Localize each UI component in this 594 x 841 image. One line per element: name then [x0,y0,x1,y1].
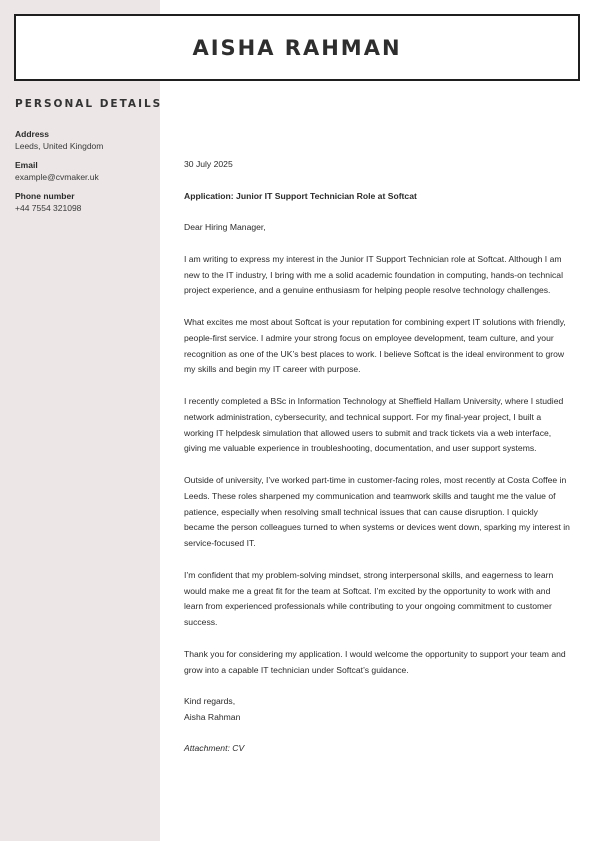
letter-paragraph: Outside of university, I’ve worked part-time in customer-facing roles, most recently at Costa Coffee in Leeds. These roles sharpened my communication and teamwork skills and taught me the value of patience, especially when resolving small technical issues that can cause disruption. I quickly became the person colleagues turned to when systems or devices went down, sparking my interest in service-focused IT. [184,474,570,549]
applicant-name: AISHA RAHMAN [192,35,402,60]
address-label: Address [15,129,50,139]
letter-signature: Aisha Rahman [184,711,241,722]
letter-closing: Kind regards, [184,696,236,707]
letter-paragraph: I’m confident that my problem-solving mindset, strong interpersonal skills, and eagerness to learn would make me a great fit for the team at Softcat. I’m excited by the opportunity to work with and learn from experienced professionals while contributing to your ongoing commitment to customer success. [184,569,554,628]
phone-item [15,190,155,214]
letter-paragraph: I recently completed a BSc in Information Technology at Sheffield Hallam University, where I studied network administration, cybersecurity, and technical support. For my final-year project, I built a working IT helpdesk simulation that allowed users to submit and track tickets via a web interface, giving me valuable experience in troubleshooting, documentation, and user support systems. [184,395,564,454]
letter-date: 30 July 2025 [184,159,233,169]
phone-value: +44 7554 321098 [15,203,82,213]
email-value: example@cvmaker.uk [15,172,99,182]
address-item [15,128,155,152]
letter-paragraph: What excites me most about Softcat is your reputation for combining expert IT solutions with friendly, people-first service. I admire your strong focus on employee development, team culture, and your recognition as one of the UK’s best places to work. I believe Softcat is the ideal environment to grow my skills and begin my IT career with purpose. [184,316,566,375]
letter-subject: Application: Junior IT Support Technician Role at Softcat [184,190,417,201]
personal-details-heading: PERSONAL DETAILS [15,98,163,110]
sidebar [0,0,163,841]
letter-salutation: Dear Hiring Manager, [184,222,266,233]
letter-attachment: Attachment: CV [184,743,245,754]
email-item [15,159,155,183]
letter-paragraph: Thank you for considering my application. I would welcome the opportunity to support your team and grow into a capable IT technician under Softcat’s guidance. [184,648,566,675]
letter-paragraph: I am writing to express my interest in the Junior IT Support Technician role at Softcat. Although I am new to the IT industry, I bring with me a solid academic foundation in computing, hands-on technical project experience, and a genuine enthusiasm for helping people resolve technology challenges. [184,253,563,296]
address-value: Leeds, United Kingdom [15,141,104,151]
letter-signoff [184,694,570,726]
name-header [14,14,580,81]
email-label: Email [15,160,38,170]
cover-letter-body [184,157,570,773]
personal-details-list [15,128,155,221]
phone-label: Phone number [15,191,75,201]
